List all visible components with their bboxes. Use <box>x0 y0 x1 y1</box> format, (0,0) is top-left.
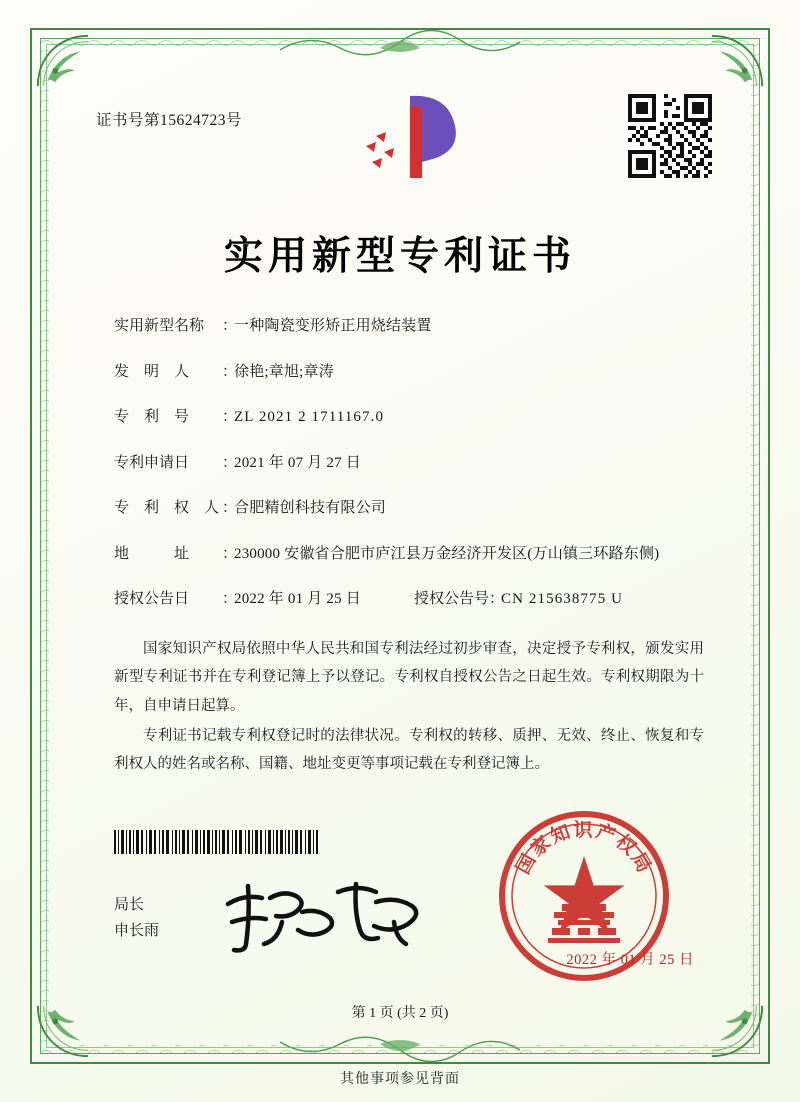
field-colon: ： <box>222 318 238 334</box>
certificate-number: 证书号第15624723号 <box>96 112 243 129</box>
field-value: 一种陶瓷变形矫正用烧结装置 <box>234 318 432 334</box>
signature-block <box>114 892 159 945</box>
field-row <box>114 361 710 384</box>
field-value: 2021 年 07 月 27 日 <box>234 454 361 471</box>
legal-text <box>114 635 704 780</box>
field-colon: ： <box>222 454 238 471</box>
seal-date: 2022 年 01 月 25 日 <box>566 952 694 968</box>
barcode-icon <box>114 830 320 854</box>
patent-office-logo-icon <box>358 92 478 182</box>
field-row <box>114 315 710 338</box>
field-colon: ： <box>222 500 238 516</box>
field-row <box>114 543 710 566</box>
grant-date-colon: ： <box>222 591 238 607</box>
svg-text:国家知识产权局: 国家知识产权局 <box>511 819 657 878</box>
grant-date-label: 授权公告日 <box>114 591 190 607</box>
field-label: 专 利 号 <box>114 409 190 425</box>
qr-code-icon <box>628 94 712 178</box>
field-value: 合肥精创科技有限公司 <box>234 500 387 516</box>
footnote: 其他事项参见背面 <box>340 1072 460 1087</box>
field-label: 地 址 <box>114 545 190 562</box>
legal-paragraph: 国家知识产权局依照中华人民共和国专利法经过初步审查，决定授予专利权，颁发实用新型专利证书并在专利登记簿上予以登记。专利权自授权公告之日起生效。专利权期限为十年，自申请日起算。 <box>114 641 704 714</box>
field-row <box>114 497 710 520</box>
field-colon: ： <box>222 409 238 425</box>
field-value: 230000 安徽省合肥市庐江县万金经济开发区(万山镇三环路东侧) <box>234 545 660 562</box>
field-label: 实用新型名称 <box>114 318 205 334</box>
field-label: 专利申请日 <box>114 454 190 471</box>
grant-number-value: CN 215638775 U <box>501 591 624 607</box>
grant-row <box>114 588 710 611</box>
certificate-content <box>70 60 730 1032</box>
signature-role: 局长 <box>114 897 145 913</box>
page-number: 第 1 页 (共 2 页) <box>351 1006 449 1021</box>
signature-name: 申长雨 <box>114 923 160 940</box>
field-row <box>114 406 710 429</box>
grant-number-colon: ： <box>489 591 505 607</box>
field-label: 发 明 人 <box>114 363 190 380</box>
field-label: 专 利 权 人 <box>114 500 220 516</box>
handwritten-signature-icon <box>218 878 428 954</box>
grant-date-value: 2022 年 01 月 25 日 <box>234 591 361 607</box>
field-colon: ： <box>222 363 238 380</box>
field-colon: ： <box>222 545 238 562</box>
field-row <box>114 452 710 475</box>
legal-paragraph: 专利证书记载专利权登记时的法律状况。专利权的转移、质押、无效、终止、恢复和专利权人的姓名或名称、国籍、地址变更等事项记载在专利登记簿上。 <box>114 727 704 773</box>
field-value: ZL 2021 2 1711167.0 <box>234 409 385 425</box>
field-value: 徐艳;章旭;章涛 <box>234 363 334 380</box>
page-title: 实用新型专利证书 <box>223 233 576 279</box>
fields-list <box>114 315 710 634</box>
grant-number-label: 授权公告号 <box>414 591 490 607</box>
